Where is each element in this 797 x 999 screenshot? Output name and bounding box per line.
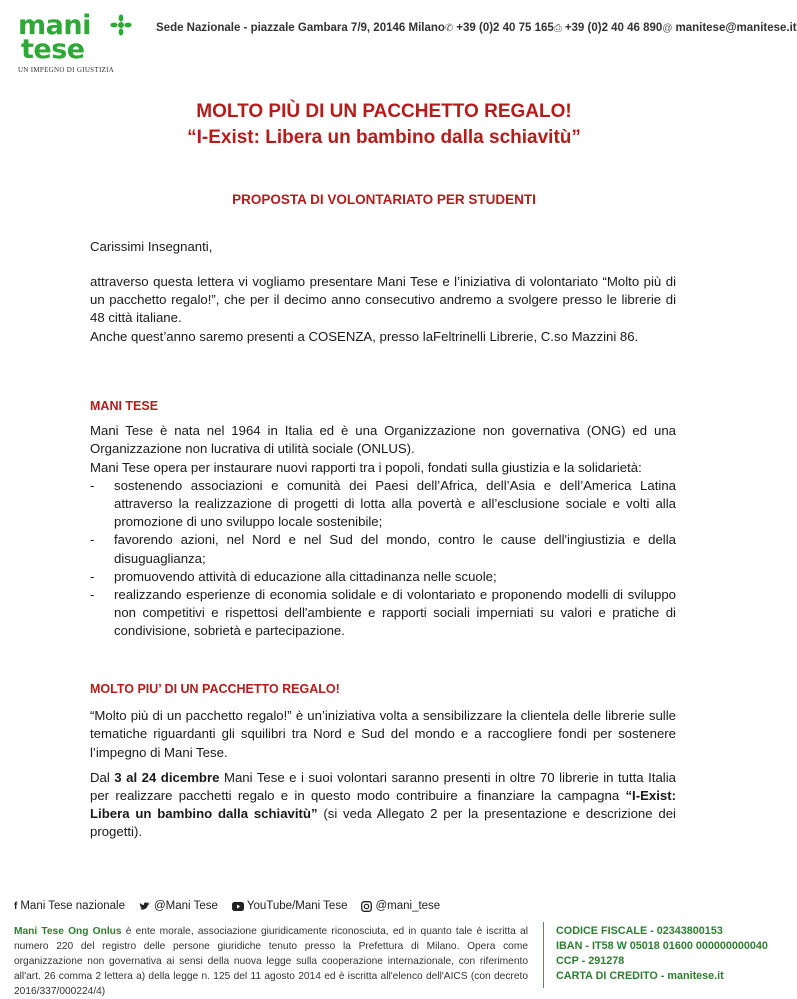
- header-phone[interactable]: ✆ +39 (0)2 40 75 165: [444, 22, 554, 34]
- header-address: Sede Nazionale - piazzale Gambara 7/9, 20146 Milano: [156, 22, 445, 34]
- youtube-link[interactable]: YouTube/Mani Tese: [232, 900, 348, 912]
- list-item: - realizzando esperienze di economia solidale e di volontariato e proponendo modelli di sviluppo non competitivi e rispettosi dell'ambiente e rapporti sociali imperniati su valori e pratiche di condivisione, sobrietà e partecipazione.: [90, 586, 676, 641]
- carta-di-credito: CARTA DI CREDITO - manitese.it: [556, 970, 724, 982]
- activities-list: [90, 477, 676, 641]
- footer-legal-text: Mani Tese Ong Onlus è ente morale, associazione giuridicamente riconosciuta, ed in quanto tale è iscritta al numero 220 del registro delle persone giuridiche tenuto presso la Prefettura di Milano. Opera come organizzazione non governativa ai sensi della nuova legge sulla cooperazione internazionale, con riferimento all'art. 26 comma 2 lettera a) della legge n. 125 del 11 agosto 2014 ed è iscritta all'elenco dell'AICS (con decreto 2016/337/000224/4): [14, 926, 528, 997]
- iban: IBAN - IT58 W 05018 01600 000000000040: [556, 940, 768, 952]
- footer-payment-info: [556, 924, 768, 984]
- facebook-link[interactable]: f Mani Tese nazionale: [14, 900, 125, 912]
- fax-icon: ⎙: [553, 22, 562, 34]
- intro-block: [90, 273, 676, 346]
- instagram-icon: [361, 901, 372, 912]
- section-paragraph: Mani Tese è nata nel 1964 in Italia ed è una Organizzazione non governativa (ONG) ed una Organizzazione non lucrativa di utilità sociale (ONLUS).: [90, 423, 676, 457]
- logo-line2: tese: [21, 34, 85, 65]
- twitter-link[interactable]: @Mani Tese: [139, 900, 218, 912]
- section-heading: MANI TESE: [90, 399, 159, 413]
- email-icon: @: [662, 22, 673, 34]
- section-mani-tese: [90, 397, 676, 641]
- document-title: [0, 99, 768, 151]
- footer-divider: [543, 922, 544, 988]
- campaign-name: “I-Exist: Libera un bambino dalla schiavitù”: [90, 788, 676, 822]
- footer-org-name: Mani Tese Ong Onlus: [14, 926, 122, 937]
- instagram-link[interactable]: @mani_tese: [361, 900, 440, 912]
- intro-paragraph-2: Anche quest’anno saremo presenti a COSENZA, presso laFeltrinelli Librerie, C.so Mazzini 86.: [90, 328, 639, 344]
- section-pacchetto-regalo: [90, 680, 676, 842]
- header-contact-bar: [156, 22, 797, 34]
- youtube-icon: [232, 902, 244, 911]
- twitter-icon: [139, 901, 151, 911]
- intro-paragraph-1: attraverso questa lettera vi vogliamo presentare Mani Tese e l’iniziativa di volontariato “Molto più di un pacchetto regalo!”, che per il decimo anno consecutivo andremo a svolgere presso le librerie di 48 città italiane.: [90, 274, 676, 326]
- logo-star-icon: [110, 14, 132, 36]
- codice-fiscale: CODICE FISCALE - 02343800153: [556, 925, 723, 937]
- mani-tese-logo: [18, 10, 138, 74]
- list-item: - promuovendo attività di educazione alla cittadinanza nelle scuole;: [90, 568, 676, 586]
- facebook-icon: f: [14, 900, 18, 912]
- section-paragraph: “Molto più di un pacchetto regalo!” è un’iniziativa volta a sensibilizzare la clientela delle librerie sulle tematiche riguardanti gli squilibri tra Nord e Sud del mondo e a raccogliere fondi per sostenere l’impegno di Mani Tese.: [90, 708, 676, 760]
- header-email[interactable]: @ manitese@manitese.it: [662, 22, 797, 34]
- title-line2: “I-Exist: Libera un bambino dalla schiavitù”: [187, 127, 581, 148]
- title-line1: MOLTO PIÙ DI UN PACCHETTO REGALO!: [196, 101, 572, 122]
- campaign-dates: 3 al 24 dicembre: [114, 769, 220, 785]
- social-links: [14, 900, 440, 912]
- greeting: Carissimi Insegnanti,: [90, 239, 213, 254]
- list-item: - favorendo azioni, nel Nord e nel Sud del mondo, contro le cause dell'ingiustizia e della disuguaglianza;: [90, 531, 676, 567]
- section-paragraph: Dal 3 al 24 dicembre Mani Tese e i suoi volontari saranno presenti in oltre 70 librerie in tutta Italia per realizzare pacchetti regalo e in questo modo contribuire a finanziare la campagna “I-Exist: Libera un bambino dalla schiavitù” (si veda Allegato 2 per la presentazione e descrizione dei progetti).: [90, 769, 676, 840]
- list-item: - sostenendo associazioni e comunità dei Paesi dell’Africa, dell’Asia e dell’America Latina attraverso la realizzazione di progetti di lotta alla povertà e all’esclusione sociale e volti alla promozione di uno sviluppo locale sostenibile;: [90, 477, 676, 532]
- section-paragraph: Mani Tese opera per instaurare nuovi rapporti tra i popoli, fondati sulla giustizia e la solidarietà:: [90, 459, 642, 475]
- proposal-subtitle: PROPOSTA DI VOLONTARIATO PER STUDENTI: [232, 192, 536, 207]
- phone-icon: ✆: [444, 22, 454, 34]
- section-heading: MOLTO PIU’ DI UN PACCHETTO REGALO!: [90, 682, 340, 696]
- ccp: CCP - 291278: [556, 955, 625, 967]
- header-fax: ⎙ +39 (0)2 40 46 890: [553, 22, 663, 34]
- logo-line1: mani: [18, 10, 91, 41]
- logo-tagline: UN IMPEGNO DI GIUSTIZIA: [18, 66, 115, 74]
